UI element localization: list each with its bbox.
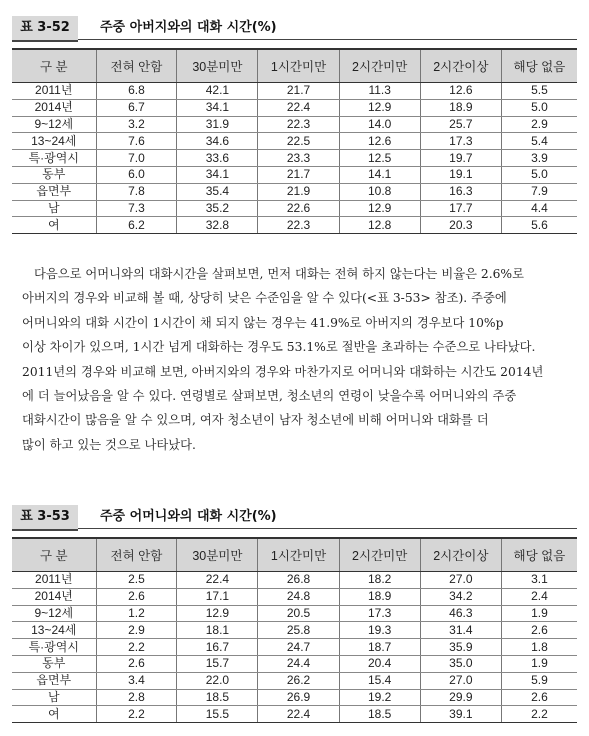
table-cell: 18.9 [339, 588, 420, 605]
header-under-2h: 2시간미만 [339, 538, 420, 572]
table-cell: 11.3 [339, 83, 420, 100]
table-cell: 34.6 [177, 133, 258, 150]
row-label: 읍면부 [12, 183, 96, 200]
table-cell: 12.6 [339, 133, 420, 150]
table-cell: 27.0 [420, 572, 501, 589]
paragraph-line: 이상 차이가 있으며, 1시간 넘게 대화하는 경우도 53.1%로 절반을 초과하는 수준으로 나타났다. [22, 340, 536, 355]
row-label: 2014년 [12, 588, 96, 605]
row-label: 특·광역시 [12, 150, 96, 167]
table-cell: 15.4 [339, 672, 420, 689]
table-cell: 21.7 [258, 83, 339, 100]
table-cell: 16.3 [420, 183, 501, 200]
row-label: 2011년 [12, 572, 96, 589]
father-conversation-table [12, 48, 577, 234]
table-cell: 46.3 [420, 605, 501, 622]
table-row [12, 655, 577, 672]
table-cell: 34.1 [177, 166, 258, 183]
table-row [12, 672, 577, 689]
row-label: 2014년 [12, 99, 96, 116]
table-cell: 2.6 [96, 655, 177, 672]
table-cell: 7.9 [501, 183, 577, 200]
table-number-badge: 표 3-52 [12, 16, 78, 42]
table-cell: 6.0 [96, 166, 177, 183]
table-cell: 5.0 [501, 166, 577, 183]
table-cell: 25.8 [258, 622, 339, 639]
table-cell: 2.8 [96, 689, 177, 706]
table-cell: 17.3 [420, 133, 501, 150]
table-cell: 20.4 [339, 655, 420, 672]
table-cell: 42.1 [177, 83, 258, 100]
table-cell: 2.9 [96, 622, 177, 639]
table-cell: 22.4 [258, 99, 339, 116]
header-not-applicable: 해당 없음 [501, 538, 577, 572]
table-cell: 21.7 [258, 166, 339, 183]
table-cell: 22.3 [258, 217, 339, 234]
table-cell: 14.0 [339, 116, 420, 133]
table-cell: 18.2 [339, 572, 420, 589]
table-cell: 34.1 [177, 99, 258, 116]
table-cell: 12.8 [339, 217, 420, 234]
table-cell: 3.9 [501, 150, 577, 167]
table-cell: 6.2 [96, 217, 177, 234]
table-row [12, 689, 577, 706]
table-cell: 18.9 [420, 99, 501, 116]
table-cell: 2.9 [501, 116, 577, 133]
caption-rule [78, 528, 577, 529]
table-cell: 2.4 [501, 588, 577, 605]
header-over-2h: 2시간이상 [420, 49, 501, 83]
paragraph-line: 에 더 늘어났음을 알 수 있다. 연령별로 살펴보면, 청소년의 연령이 낮을수록 어머니와의 주중 [22, 389, 517, 404]
header-under-1h: 1시간미만 [258, 49, 339, 83]
table-cell: 7.3 [96, 200, 177, 217]
table-cell: 12.9 [339, 200, 420, 217]
table-cell: 18.5 [339, 706, 420, 723]
header-never: 전혀 안함 [96, 49, 177, 83]
table-cell: 14.1 [339, 166, 420, 183]
table-cell: 19.2 [339, 689, 420, 706]
table-cell: 24.7 [258, 639, 339, 656]
paragraph-line: 어머니와의 대화 시간이 1시간이 채 되지 않는 경우는 41.9%로 아버지의 경우보다 10%p [22, 315, 504, 330]
table-cell: 2.2 [96, 706, 177, 723]
table-cell: 22.4 [258, 706, 339, 723]
table-title: 주중 어머니와의 대화 시간(%) [100, 509, 277, 524]
table-cell: 2.2 [96, 639, 177, 656]
table-row [12, 200, 577, 217]
paragraph-line: 많이 하고 있는 것으로 나타났다. [22, 437, 196, 452]
header-under-30min: 30분미만 [177, 49, 258, 83]
header-under-1h: 1시간미만 [258, 538, 339, 572]
table-cell: 12.5 [339, 150, 420, 167]
paragraph-line: 다음으로 어머니와의 대화시간을 살펴보면, 먼저 대화는 전혀 하지 않는다는 비율은 2.6%로 [34, 267, 524, 281]
table-cell: 2.2 [501, 706, 577, 723]
header-not-applicable: 해당 없음 [501, 49, 577, 83]
table-cell: 26.2 [258, 672, 339, 689]
header-under-2h: 2시간미만 [339, 49, 420, 83]
row-label: 9~12세 [12, 116, 96, 133]
table-cell: 15.7 [177, 655, 258, 672]
table-cell: 6.7 [96, 99, 177, 116]
table-cell: 12.9 [339, 99, 420, 116]
table-cell: 15.5 [177, 706, 258, 723]
table-cell: 22.5 [258, 133, 339, 150]
table-cell: 18.5 [177, 689, 258, 706]
table-cell: 17.3 [339, 605, 420, 622]
table-cell: 2.5 [96, 572, 177, 589]
table-cell: 17.7 [420, 200, 501, 217]
table-cell: 35.4 [177, 183, 258, 200]
table-cell: 1.9 [501, 605, 577, 622]
table-cell: 2.6 [501, 689, 577, 706]
table-cell: 7.0 [96, 150, 177, 167]
table-cell: 18.1 [177, 622, 258, 639]
table-cell: 31.9 [177, 116, 258, 133]
table-cell: 19.3 [339, 622, 420, 639]
row-label: 남 [12, 200, 96, 217]
table-cell: 19.7 [420, 150, 501, 167]
table-cell: 22.0 [177, 672, 258, 689]
table-cell: 12.6 [420, 83, 501, 100]
table-row [12, 639, 577, 656]
table-row [12, 150, 577, 167]
table-row [12, 116, 577, 133]
table-cell: 26.9 [258, 689, 339, 706]
table-cell: 20.3 [420, 217, 501, 234]
table-cell: 10.8 [339, 183, 420, 200]
table-row [12, 572, 577, 589]
body-paragraph [22, 262, 567, 457]
row-label: 특·광역시 [12, 639, 96, 656]
row-label: 여 [12, 706, 96, 723]
table-cell: 33.6 [177, 150, 258, 167]
table-row [12, 588, 577, 605]
table-cell: 2.6 [96, 588, 177, 605]
table-cell: 18.7 [339, 639, 420, 656]
table-row [12, 83, 577, 100]
table-cell: 35.2 [177, 200, 258, 217]
table-title: 주중 아버지와의 대화 시간(%) [100, 20, 277, 35]
table-cell: 32.8 [177, 217, 258, 234]
table-cell: 25.7 [420, 116, 501, 133]
table-cell: 3.4 [96, 672, 177, 689]
table-cell: 23.3 [258, 150, 339, 167]
table-cell: 7.6 [96, 133, 177, 150]
table-cell: 3.2 [96, 116, 177, 133]
table-number-badge: 표 3-53 [12, 505, 78, 531]
row-label: 9~12세 [12, 605, 96, 622]
table-cell: 4.4 [501, 200, 577, 217]
table-cell: 12.9 [177, 605, 258, 622]
table-cell: 5.0 [501, 99, 577, 116]
table-cell: 21.9 [258, 183, 339, 200]
table-cell: 5.9 [501, 672, 577, 689]
header-category: 구 분 [12, 538, 96, 572]
table-cell: 20.5 [258, 605, 339, 622]
table-cell: 5.6 [501, 217, 577, 234]
table-cell: 22.4 [177, 572, 258, 589]
header-under-30min: 30분미만 [177, 538, 258, 572]
table-row [12, 99, 577, 116]
table-caption-3-53 [12, 505, 577, 529]
table-cell: 7.8 [96, 183, 177, 200]
table-cell: 1.2 [96, 605, 177, 622]
table-header-row [12, 49, 577, 83]
table-cell: 2.6 [501, 622, 577, 639]
table-cell: 16.7 [177, 639, 258, 656]
table-cell: 5.5 [501, 83, 577, 100]
table-row [12, 183, 577, 200]
header-never: 전혀 안함 [96, 538, 177, 572]
table-row [12, 622, 577, 639]
table-cell: 22.6 [258, 200, 339, 217]
header-over-2h: 2시간이상 [420, 538, 501, 572]
table-row [12, 133, 577, 150]
table-row [12, 217, 577, 234]
table-caption-3-52 [12, 16, 577, 40]
table-cell: 17.1 [177, 588, 258, 605]
row-label: 여 [12, 217, 96, 234]
table-cell: 31.4 [420, 622, 501, 639]
table-cell: 6.8 [96, 83, 177, 100]
table-cell: 35.0 [420, 655, 501, 672]
caption-rule [78, 39, 577, 40]
table-cell: 26.8 [258, 572, 339, 589]
table-header-row [12, 538, 577, 572]
table-cell: 24.8 [258, 588, 339, 605]
row-label: 남 [12, 689, 96, 706]
table-row [12, 166, 577, 183]
paragraph-line: 아버지의 경우와 비교해 볼 때, 상당히 낮은 수준임을 알 수 있다(<표 3-53> 참조). 주중에 [22, 291, 507, 306]
paragraph-line: 대화시간이 많음을 알 수 있으며, 여자 청소년이 남자 청소년에 비해 어머니와 대화를 더 [22, 413, 489, 428]
row-label: 동부 [12, 166, 96, 183]
table-cell: 39.1 [420, 706, 501, 723]
table-cell: 24.4 [258, 655, 339, 672]
table-cell: 35.9 [420, 639, 501, 656]
table-cell: 3.1 [501, 572, 577, 589]
row-label: 동부 [12, 655, 96, 672]
header-category: 구 분 [12, 49, 96, 83]
row-label: 2011년 [12, 83, 96, 100]
table-cell: 34.2 [420, 588, 501, 605]
row-label: 13~24세 [12, 622, 96, 639]
table-cell: 27.0 [420, 672, 501, 689]
mother-conversation-table [12, 537, 577, 723]
table-row [12, 605, 577, 622]
table-cell: 1.8 [501, 639, 577, 656]
table-cell: 22.3 [258, 116, 339, 133]
table-cell: 5.4 [501, 133, 577, 150]
paragraph-line: 2011년의 경우와 비교해 보면, 아버지와의 경우와 마찬가지로 어머니와 대화하는 시간도 2014년 [22, 364, 544, 379]
row-label: 읍면부 [12, 672, 96, 689]
row-label: 13~24세 [12, 133, 96, 150]
table-cell: 29.9 [420, 689, 501, 706]
table-cell: 1.9 [501, 655, 577, 672]
table-cell: 19.1 [420, 166, 501, 183]
table-row [12, 706, 577, 723]
